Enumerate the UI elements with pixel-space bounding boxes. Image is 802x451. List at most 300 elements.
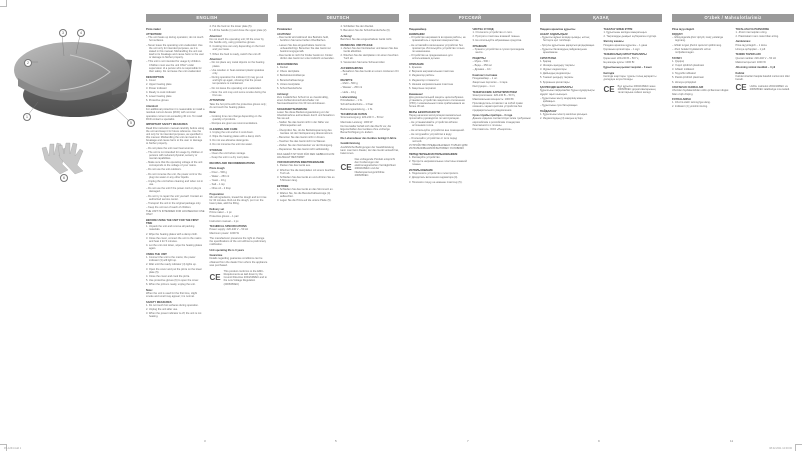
paragraph: When the unit is used for the first time, slight smoke and smell may appear; it is normal.: [146, 291, 198, 299]
page-number: 9: [598, 439, 600, 443]
list-item: 1. Отключите устройство от сети.: [472, 30, 513, 34]
section-heading: Pitsa tayyorlagich: [672, 27, 695, 31]
section-heading: TECHNICAL SPECIFICATIONS: [209, 225, 247, 229]
section-heading: Jamlanmasi: [735, 40, 751, 44]
section-heading: Құрылғының қызмет мерзімі – 3 жыл: [603, 66, 652, 70]
paragraph: Details regarding guarantee conditions can be obtained from the dealer from whom the appliance was purchased.: [209, 257, 268, 267]
callout-2: 2: [24, 59, 32, 67]
ce-conformity-block: [341, 158, 400, 177]
paragraph: Для дополнительной защиты целесообразно установить устройство защитного отключения (УЗО) с номинальным током срабатывания не более 30 мА.: [409, 95, 465, 109]
list-item: 4. Schließen Sie den Deckel.: [340, 25, 374, 28]
section-heading: DIQQAT!: [672, 33, 683, 37]
section-heading: Guarantee: [209, 254, 223, 258]
list-item: – Hefe – 10 g: [340, 90, 357, 94]
paragraph: Do not touch the operating unit; lift the cover by the handle only, using protective gloves.: [209, 37, 264, 45]
section-heading: FOYDALANISH: [672, 98, 691, 102]
section-heading: Jihozning xizmat muddati – 3 yil: [735, 66, 776, 70]
list-item: Pitsa tayyorlagich – 1 dona: [735, 43, 767, 47]
list-item: 6. Schutzhandschuhe: [277, 86, 302, 90]
paragraph: Kafolat shartlari haqida batafsil ma'lumotni diler beradi.: [735, 75, 790, 82]
section-heading: РЕЦЕПТЫ: [472, 56, 486, 60]
callout-1: 1: [23, 113, 31, 121]
list-item: – Stellen Sie das Gerät nicht in der Nähe von Wärmequellen auf.: [277, 121, 329, 128]
list-item: – Salt – 1 tsp: [209, 183, 225, 187]
list-item: 1. Deckel: [277, 66, 288, 70]
list-item: – Wasser – 250 ml: [340, 86, 363, 90]
product-illustration: [0, 0, 140, 451]
list-item: – Das Gerät ist nicht für Kinder bestimmt. Kinder dürfen das Gerät nur unter Aufsicht verwenden.: [277, 54, 335, 61]
list-item: Stromversorgung: 220-240 V ~ 50 Hz: [340, 116, 384, 120]
list-item: 2. Протрите пластины влажной тканью.: [472, 34, 521, 38]
list-item: – Құрылғы жұмыс кезінде қызады, ыстық беттерге қол тигізбеңіз.: [540, 36, 590, 43]
list-item: – Use wooden or heat-resistant plastic spatulas only.: [209, 68, 264, 75]
list-item: 2. Yuqori qizdirish plastinasi: [672, 63, 704, 67]
language-header: DEUTSCH: [277, 14, 399, 22]
list-item: – Не погружайте устройство в воду.: [409, 132, 452, 136]
paragraph: For additional protection it is reasonable to install a residual current device (RCD) with nominal operation current not exceeding 30 mA. To install RCD contact a specialist.: [146, 108, 205, 121]
list-item: 2. Indikator (4) yonishini kuting.: [672, 105, 708, 109]
list-item: – Transport the unit in the original package only.: [146, 201, 202, 205]
list-item: – The unit is not intended for usage by children or persons with reduced physical, sensory or mental capabilities.: [146, 150, 203, 160]
list-item: – The unit heats up during operation; do not touch hot surfaces.: [146, 36, 204, 43]
list-item: – Mehl – 500 g: [340, 82, 358, 86]
list-item: Quvvat manbai: 220-240 V ~ 50 Hz: [735, 56, 777, 60]
section-heading: STORAGE: [209, 148, 223, 152]
list-item: – Make sure that the operating voltage of the unit corresponds to the voltage of your mains.: [146, 161, 203, 168]
section-heading: Pizza maker: [146, 27, 161, 31]
section-heading: Attention!: [209, 58, 222, 62]
section-heading: Внимание!: [409, 92, 423, 96]
section-heading: Note:: [146, 288, 153, 292]
list-item: 4. Индикатор готовности: [409, 78, 439, 82]
list-item: – Water – 250 ml: [209, 174, 230, 178]
list-item: 3. Do not use abrasive detergents.: [209, 139, 250, 143]
text-subcolumn-left: [277, 25, 336, 204]
list-item: – Keep the unit out of reach of children.: [146, 206, 192, 209]
section-heading: ҚАУІПСІЗДІК ШАРАЛАРЫ: [540, 86, 573, 90]
section-heading: IMPORTANT SAFETY MEASURES: [146, 123, 188, 127]
list-item: – Ishlayotganda jihoz qiziydi, issiq yuzalarga tegmang.: [672, 36, 723, 43]
list-item: 2. Upper heating plate: [146, 82, 172, 86]
list-item: 6. When the pizza is ready, unplug the unit.: [146, 283, 196, 287]
text-subcolumn-right: [473, 25, 532, 185]
list-item: 4. Дайындық индикаторы: [540, 72, 571, 76]
list-item: – Keep the unit in a dry cool place.: [209, 156, 250, 160]
section-heading: ТЕХНИЧЕСКИЕ ХАРАКТЕРИСТИКИ: [472, 90, 517, 94]
list-item: – Қосулы құрылғыны қараусыз қалдырмаңыз.: [540, 43, 595, 47]
list-item: 1. Ziehen Sie den Netzstecker und lassen Sie das Gerät abkühlen.: [340, 46, 398, 53]
list-item: – Never leave the operating unit unattended. Use the unit only for intended purposes, as it is stated in this manual. Mishandling the unit can lead to its breakage and cause harm to the user or damage to his/her property.: [146, 43, 204, 60]
list-item: 5. Lower heating plate: [146, 95, 172, 99]
text-subcolumn-right: [604, 25, 663, 121]
section-heading: Pizza dough: [209, 167, 225, 171]
section-heading: Срок службы прибора – 3 года: [472, 114, 513, 118]
list-item: 2. Верхняя нагревательная пластина: [409, 70, 454, 74]
section-heading: Pizzabäcker: [277, 27, 292, 31]
list-item: – Храните устройство в сухом прохладном месте.: [472, 47, 525, 54]
list-item: 1. Unpack the unit and remove all packing materials.: [146, 225, 195, 232]
list-item: 1. Құрылғыны электр желісіне қосыңыз.: [540, 112, 588, 116]
text-subcolumn-left: [146, 25, 205, 320]
list-item: Pizzabäcker – 1 St.: [340, 99, 363, 103]
ce-statement: Ushbu mahsulot 2004/108/EC va 2006/95/EC talablariga mos keladi.: [749, 84, 790, 91]
list-item: 1. Jihozni tarmoqdan uzing.: [735, 30, 768, 34]
paragraph: Berühren Sie das eingeschaltete Gerät nicht.: [340, 37, 393, 41]
list-item: 2. Wischen Sie die Heizplatten mit einem feuchten Tuch ab.: [277, 168, 335, 175]
list-item: 3. Ishlash indikatori: [672, 68, 695, 72]
section-heading: Attention!: [146, 105, 159, 109]
list-item: – Tauchen Sie das Gerät nicht ins Wasser.: [277, 140, 326, 144]
section-heading: Attention!: [209, 34, 222, 38]
list-item: 1. Packen Sie das Gerät aus.: [277, 164, 311, 168]
paragraph: Кепілдік шарттары туралы толық ақпаратты дилерден алуға болады.: [603, 75, 657, 82]
list-item: – Мука – 500 г: [472, 59, 490, 63]
section-heading: VOR DER ERSTEN INBETRIEBNAHME: [277, 161, 325, 165]
section-heading: ПЕРЕД ПЕРВЫМ ИСПОЛЬЗОВАНИЕМ: [409, 153, 458, 156]
section-heading: Кепілдік: [603, 72, 615, 76]
print-slug-right: 08.02.2011 12:00:00: [769, 447, 792, 450]
list-item: Schutzhandschuhe – 1 Paar: [340, 103, 374, 107]
list-item: – Не оставляйте включенное устройство без присмотра. Используйте устройство только по назначению.: [409, 43, 465, 53]
ce-mark-icon: CE: [209, 273, 221, 283]
paragraph: The manufacturer preserves the right to change the specifications of the unit without a preliminary notification.: [209, 236, 267, 246]
paragraph: Ausführliche Bedingungen der Gewährleistung kann man beim Dealer, der das Gerät verkauft hat, bekommen.: [340, 145, 399, 155]
paragraph: Lesen Sie diese Bedienungsanleitung vor der Inbetriebnahme aufmerksam durch und bewahren Sie sie auf.: [277, 110, 335, 121]
callout-5: 5: [127, 119, 135, 127]
list-item: 5. Нижняя нагревательная пластина: [409, 82, 453, 86]
list-item: – Yeast – 10 g: [209, 178, 226, 182]
text-subcolumn-left: [409, 25, 468, 185]
language-column: [540, 14, 662, 121]
list-item: 3. Schließen Sie das Gerät an und erhitzen Sie es 5 Minuten lang.: [277, 175, 335, 183]
list-item: 4. Let the unit cool down, wipe the heating plates again.: [146, 244, 203, 251]
section-heading: TOZALASH VA PARVARISH: [735, 27, 770, 31]
section-heading: Achtung!: [340, 34, 352, 38]
list-item: 1. Подключите устройство к электросети.: [409, 172, 459, 176]
list-item: 5. Pastki qizdirish plastinasi: [672, 76, 704, 80]
list-item: Қорғаныш қолғаптары – 1 жұп: [603, 47, 640, 51]
list-item: – During operation the indicator (4) may go out and light up again, showing that the preset temperature is maintained.: [209, 76, 264, 86]
section-heading: REZEPTE: [340, 79, 353, 83]
list-item: 2. Wischen Sie die Heizplatten mit einem feuchten Tuch ab.: [340, 54, 399, 61]
list-item: – Flour – 500 g: [209, 170, 227, 174]
list-item: 3. Положите пиццу на нижнюю пластину (5).: [409, 180, 463, 184]
list-item: 2. Warten Sie, bis die Bereitschaftsanzeige (4) aufleuchtet.: [277, 192, 331, 199]
list-item: 2. Тақталарды дымқыл шүберекпен сүртіңіз.: [603, 34, 657, 38]
section-heading: TAVSIFI: [672, 56, 682, 60]
paragraph: DAS GERÄT IST NUR FÜR DEN GEBRAUCH IM HAUSHALT BESTIMMT: [277, 152, 335, 159]
list-item: 2. Wipe the heating plates with a damp cloth.: [146, 232, 198, 236]
section-heading: ТАЗАЛАУ ЖӘНЕ КҮТІМ: [603, 27, 633, 31]
section-heading: XAVFSIZLIK CHORALARI: [672, 86, 704, 90]
paragraph: Изготовитель: ООО «Пьюритек»: [472, 127, 512, 131]
list-item: Instruction manual – 1 pc.: [209, 219, 240, 223]
section-heading: Gewährleistung: [340, 142, 360, 146]
list-item: – Do not place the unit near heat sources.: [146, 146, 195, 150]
list-item: – Do not immerse the unit, the power cord or the plug into water or any other liquids.: [146, 172, 202, 179]
list-item: 4. Ready to cook indicator: [146, 91, 176, 95]
list-item: Power supply: 220-240 V ~ 50 Hz: [209, 228, 249, 232]
crop-mark: [795, 444, 802, 451]
paragraph: Der Hersteller behält sich das Recht vor, die Eigenschaften des Gerätes ohne vorherige Benachrichtigung zu ändern.: [340, 124, 392, 135]
list-item: – Устройство не предназначено для использования детьми.: [409, 54, 453, 61]
list-item: Himoya qo'lqoplari – 1 juft: [735, 47, 766, 51]
list-item: – Ishlab turgan jihozni qarovsiz qoldirmang.: [672, 43, 722, 47]
text-subcolumn-right: [341, 25, 400, 204]
list-item: 1. Do not touch hot surfaces during operation.: [146, 303, 199, 307]
section-heading: DESCRIPTION: [146, 75, 164, 79]
section-heading: ХРАНЕНИЕ: [472, 44, 487, 48]
paragraph: Read this instruction manual carefully before using the unit and keep it for future reference. Use the unit only for its intended purposes, as specified in this manual. Mishandling the unit can lead to its breakage and cause harm to the user or damage to his/her property.: [146, 126, 205, 146]
list-item: – Das Gerät wird während des Betriebs heiß, berühren Sie keine heißen Oberflächen.: [277, 36, 329, 43]
language-column: [277, 14, 399, 204]
section-heading: SICHERHEITSHINWEISE: [277, 107, 308, 111]
list-item: 2. Plastinalarni nam mato bilan arting.: [735, 34, 779, 38]
text-subcolumn-right: [736, 25, 795, 110]
list-item: Максимальная мощность: 1000 Вт: [472, 98, 514, 102]
ce-statement: Бұл құрылғы 2004/108/EC және 2006/95/EC директиваларының талаптарына сәйкес келеді.: [617, 84, 656, 94]
list-item: – Clean the unit before storage.: [209, 152, 246, 155]
ce-mark-icon: CE: [340, 162, 352, 172]
list-item: Bedienungsanleitung – 1 St.: [340, 107, 373, 111]
list-item: 6. Himoya qo'lqoplari: [672, 80, 697, 84]
language-header: ENGLISH: [146, 14, 268, 22]
list-item: 4. Put the food on the lower plate (5).: [209, 25, 253, 28]
list-item: – Дрожжи – 10 г: [472, 68, 492, 72]
list-item: – Lassen Sie das eingeschaltete Gerät nie unbeaufsichtigt. Benutzen Sie das Gerät nur bestimmungsgemäß.: [277, 43, 331, 53]
list-item: – Cooking time can change depending on the quantity of products.: [209, 114, 262, 121]
list-item: Пиццаға арналған құрылғы – 1 дана: [603, 43, 648, 47]
language-header: ҚАЗАҚ: [540, 14, 662, 22]
list-item: 3. Power indicator: [146, 87, 167, 90]
list-item: 3. Индикатор работы: [409, 74, 435, 78]
list-item: 2. Жоғарғы қыздыру тақтасы: [540, 63, 575, 67]
section-heading: НАЗАР АУДАРЫҢЫЗ!: [540, 33, 568, 37]
list-item: 3. Betriebskontrolllampe: [277, 74, 305, 78]
list-item: 3. Жұмыс индикаторы: [540, 68, 567, 72]
section-heading: ЧИСТКА И УХОД: [472, 27, 494, 31]
list-item: 2. Wipe the heating plates with a damp cloth.: [209, 134, 262, 138]
list-item: 2. Индикатордың (4) жануын күтіңіз.: [540, 116, 584, 120]
paragraph: Перед началом эксплуатации внимательно прочитайте руководство по эксплуатации.: [409, 113, 462, 121]
paragraph: THE UNIT IS INTENDED FOR HOUSEHOLD USE ONLY: [146, 210, 205, 217]
language-column: [409, 14, 531, 185]
paragraph: Jihozdan foydalanishdan oldin qo'llanmani diqqat bilan o'qib chiqing.: [672, 89, 729, 96]
list-item: Maksimal quvvati: 1000 W: [735, 60, 766, 64]
section-heading: TECHNISCHE DATEN: [340, 113, 367, 117]
list-item: 1. Unplug the unit and let it cool down.: [209, 130, 254, 134]
list-item: – Do not place any metal objects on the heating plates.: [209, 61, 265, 68]
list-item: – Не используйте устройство вне помещений.: [409, 128, 465, 132]
section-heading: Lieferumfang: [340, 96, 357, 100]
paragraph: УСТРОЙСТВО ПРЕДНАЗНАЧЕНО ТОЛЬКО ДЛЯ ИСПОЛЬЗОВАНИЯ В БЫТОВЫХ УСЛОВИЯХ: [409, 144, 468, 151]
section-heading: Achtung!: [277, 92, 289, 96]
list-item: 7. When the food is ready, switch the unit off.: [209, 52, 262, 56]
list-item: – Unplug the unit before cleaning and when not in use.: [146, 179, 204, 187]
section-heading: Unit operating life is 3 years: [209, 248, 245, 252]
list-item: – Do not try to repair the unit yourself. Contact an authorized service center.: [146, 194, 203, 201]
language-header: O'zbek / Mahsulotlarimiz: [672, 14, 794, 22]
section-heading: Комплект поставки: [472, 73, 498, 77]
list-item: – Recipes are given as recommendations.: [209, 121, 258, 125]
text-subcolumn-right: [210, 25, 269, 320]
list-item: 1. Connect the unit to the mains; the power indicator (3) will light up.: [146, 256, 196, 263]
list-item: 2. Wait until the ready indicator (4) lights up.: [146, 263, 197, 267]
list-item: 2. Дождитесь включения индикатора (4).: [409, 176, 459, 180]
list-item: Электропитание: 220-240 В ~ 50 Гц: [472, 94, 516, 97]
section-heading: Preparation: [209, 192, 224, 196]
list-item: 1. Құрылғыны желіден ажыратыңыз.: [603, 30, 648, 34]
section-heading: ATTENTION!: [209, 99, 226, 103]
paragraph: Производитель оставляет за собой право изменять характеристики устройства без предварительного уведомления.: [472, 102, 523, 112]
list-item: 6. Cooking time can vary depending on the food and your taste.: [209, 45, 265, 52]
list-item: 5. Төменгі қыздыру тақтасы: [540, 76, 574, 80]
ce-conformity-block: [736, 85, 795, 91]
section-heading: BETRIEB: [277, 184, 289, 188]
list-item: Maximum power: 1000 W: [209, 232, 239, 236]
list-item: 6. Защитные перчатки: [409, 86, 436, 90]
list-item: 4. Do not immerse the unit into water.: [209, 143, 253, 147]
list-item: 3. When the power indicator is off, the unit is not heating.: [146, 312, 202, 319]
list-item: 5. Benutzen Sie die Schutzhandschuhe (6).: [340, 29, 391, 33]
section-heading: Kafolat: [735, 72, 745, 76]
list-item: 4. Close the cover and cook the pizza.: [146, 274, 190, 278]
section-heading: AUFBEWAHRUNG: [340, 67, 364, 71]
section-heading: USING THE UNIT: [146, 252, 167, 256]
section-heading: ВНИМАНИЕ!: [409, 33, 425, 37]
paragraph: Құрылғыны пайдаланбас бұрын нұсқаулықты мұқият оқып шығыңыз.: [540, 89, 595, 96]
section-heading: ПАЙДАЛАНУ: [540, 109, 557, 113]
list-item: – Құрылғы балалардың пайдалануына арналмаған.: [540, 47, 587, 54]
section-heading: Delivery set: [209, 208, 225, 212]
ce-conformity-block: [604, 85, 663, 94]
paragraph: Take the hot pizza with the protective gloves only; do not touch the heating plates.: [209, 102, 267, 109]
section-heading: ACHTUNG!: [277, 33, 291, 37]
section-heading: Die Lebensdauer des Gerätes beträgt 3 Jahre: [340, 136, 397, 140]
callout-4: 4: [77, 29, 85, 37]
section-heading: REINIGUNG UND PFLEGE: [340, 43, 373, 47]
list-item: – Ziehen Sie den Netzstecker vor der Reinigung.: [277, 144, 333, 148]
section-heading: CLEANING AND CARE: [209, 127, 238, 131]
list-item: – Jihoz bolalar foydalanishi uchun mo'ljallanmagan.: [672, 47, 711, 54]
section-heading: ATTENTION!: [146, 33, 162, 37]
list-item: 1. Schließen Sie das Gerät an das Stromnetz an.: [277, 187, 334, 191]
list-item: 1. Крышка: [409, 66, 422, 70]
list-item: 1. Jihozni elektr tarmog'iga ulang.: [672, 101, 711, 105]
callout-6: 6: [60, 174, 68, 182]
list-item: 4. Tayyorlik indikatori: [672, 72, 697, 76]
language-header: РУССКИЙ: [409, 14, 531, 22]
ce-statement: This product conforms to the EMC-Requirements as laid down by the Council Directive 2004/108/EC and to the Low Voltage Regulation (2006/95/EC): [223, 269, 267, 286]
list-item: 6. Protective gloves: [146, 99, 169, 103]
section-heading: Note:: [209, 111, 217, 115]
print-slug-left: PZ-1234.indd 1: [4, 447, 22, 450]
callout-3: 3: [59, 29, 67, 37]
list-item: – Устройство нагревается во время работы, не прикасайтесь к горячим поверхностям.: [409, 36, 466, 43]
list-item: 3. Close the cover, connect the unit to the mains and heat it for 5 minutes.: [146, 236, 202, 243]
page-number: 11: [730, 439, 734, 443]
list-item: Maximale Leistung: 1000 W: [340, 120, 373, 124]
list-item: 3. Не используйте абразивные средства.: [472, 38, 522, 42]
section-heading: RECIPES AND RECOMMENDATIONS: [209, 161, 255, 165]
list-item: – Überprüfen Sie, ob die Betriebsspannung des Gerätes mit der Netzspannung übereinstimmt.: [277, 128, 334, 135]
list-item: – Reparieren Sie das Gerät nicht selbständig.: [277, 148, 330, 152]
section-heading: СИПАТТАМА: [540, 56, 557, 60]
list-item: Пиццемейкер – 1 шт.: [472, 76, 498, 80]
text-subcolumn-left: [672, 25, 731, 110]
list-item: 5. Untere Heizplatte: [277, 82, 300, 86]
paragraph: Mix all ingredients, knead the dough and let it rise for 30 minutes. Roll out the dough, put it on the lower plate, add the filling.: [209, 196, 267, 206]
page-number: 5: [335, 439, 337, 443]
list-item: 5. Lift the handle (1) and close the upper plate (2).: [209, 29, 268, 33]
language-column: [672, 14, 794, 110]
list-item: 4. Bereitschaftsanzeige: [277, 78, 304, 82]
ce-mark-icon: CE: [735, 83, 747, 93]
page-number: 3: [204, 439, 206, 443]
list-item: 5. Use protective gloves (6) to open the cover.: [146, 278, 199, 282]
ce-mark-icon: CE: [603, 84, 615, 94]
list-item: – This unit is not intended for usage by children. Children must use the unit ONLY under supervision of a person who is responsible for their safety. Do not leave the unit unattended.: [146, 60, 202, 73]
list-item: 2. Obere Heizplatte: [277, 70, 300, 74]
section-heading: BESCHREIBUNG: [277, 62, 299, 66]
list-item: – Benutzen Sie das Gerät nicht im Freien.: [277, 135, 326, 139]
paragraph: Данное изделие соответствует всем требуемым европейским и российским стандартам безопасности и гигиены.: [472, 117, 531, 127]
section-heading: Жеткізу жинағы: [603, 40, 624, 44]
list-item: 1. Қақпақ: [540, 59, 551, 63]
section-heading: Пиццаға арналған құрылғы: [540, 27, 576, 31]
list-item: – Do not leave the operating unit unattended.: [209, 86, 262, 90]
list-item: Инструкция – 1 шт.: [472, 85, 496, 89]
section-heading: TEXNIK TAVSIFLARI: [735, 53, 761, 57]
list-item: – Olive oil – 2 tbsp: [209, 187, 231, 191]
list-item: – Note: the unit may emit some smoke during the first use.: [209, 90, 267, 97]
section-heading: BEFORE USING THE UNIT FOR THE FIRST TIME: [146, 218, 199, 226]
list-item: – Отключайте устройство от сети перед чисткой.: [409, 136, 458, 144]
list-item: – Құрылғыны жылу көздерінің жанына қоймаңыз.: [540, 96, 586, 103]
list-item: 2. Протрите нагревательные пластины влажной тканью.: [409, 160, 467, 167]
list-item: 1. Cover: [146, 78, 156, 82]
page-number: 7: [467, 439, 469, 443]
list-item: – Bewahren Sie das Gerät an einem trockenen Ort auf.: [340, 70, 399, 77]
section-heading: ТЕХНИКАЛЫҚ СИПАТТАМАЛАРЫ: [603, 53, 647, 57]
ce-conformity-block: [210, 270, 269, 286]
section-heading: ОПИСАНИЕ: [409, 62, 424, 66]
list-item: Pizza maker – 1 pc.: [209, 211, 233, 215]
list-item: – Құрылғыны суға батырмаңыз.: [540, 103, 579, 107]
list-item: – Вода – 250 мл: [472, 63, 492, 67]
list-item: Защитные перчатки – 1 пара: [472, 81, 508, 85]
ce-statement: Das vorliegende Produkt entspricht den Forderungen der elektromagnetischen Verträglichkeit 2004/108/EC und der Niederspannungsrichtlinie 2006/95/EC.: [354, 158, 396, 177]
section-heading: ИСПОЛЬЗОВАНИЕ: [409, 169, 433, 173]
list-item: 1. Распакуйте устройство.: [409, 156, 441, 160]
list-item: 1. Qopqoq: [672, 59, 685, 63]
list-item: – Do not use the unit outdoors.: [146, 168, 182, 172]
section-heading: SAFETY MEASURES: [146, 300, 172, 304]
list-item: – Do not use the unit if the power cord or plug is damaged.: [146, 187, 202, 194]
paragraph: Zum zusätzlichen Schutz ist es zweckmäßig, einen Fehlerstromschutzschalter mit Nennauslösestrom bis 30 mA einzubauen.: [277, 95, 329, 105]
section-heading: Пиццемейкер: [409, 27, 427, 31]
list-item: 3. Open the cover and put the pizza on the lower plate (5).: [146, 267, 202, 274]
list-item: Қорек көзі: 220-240 В ~ 50 Гц: [603, 56, 639, 60]
list-item: Ең жоғары қуаты: 1000 Вт: [603, 60, 635, 64]
list-item: 6. Қорғаныш қолғаптары: [540, 80, 570, 84]
list-item: 3. Verwenden Sie keine Scheuermittel.: [340, 61, 386, 65]
text-subcolumn-left: [540, 25, 599, 121]
list-item: 3. Legen Sie die Pizza auf die untere Platte (5).: [277, 199, 332, 203]
list-item: Protective gloves – 1 pair: [209, 215, 239, 219]
pizza-maker-icon: [0, 0, 140, 200]
list-item: – Не устанавливайте устройство вблизи источников тепла.: [409, 121, 458, 128]
